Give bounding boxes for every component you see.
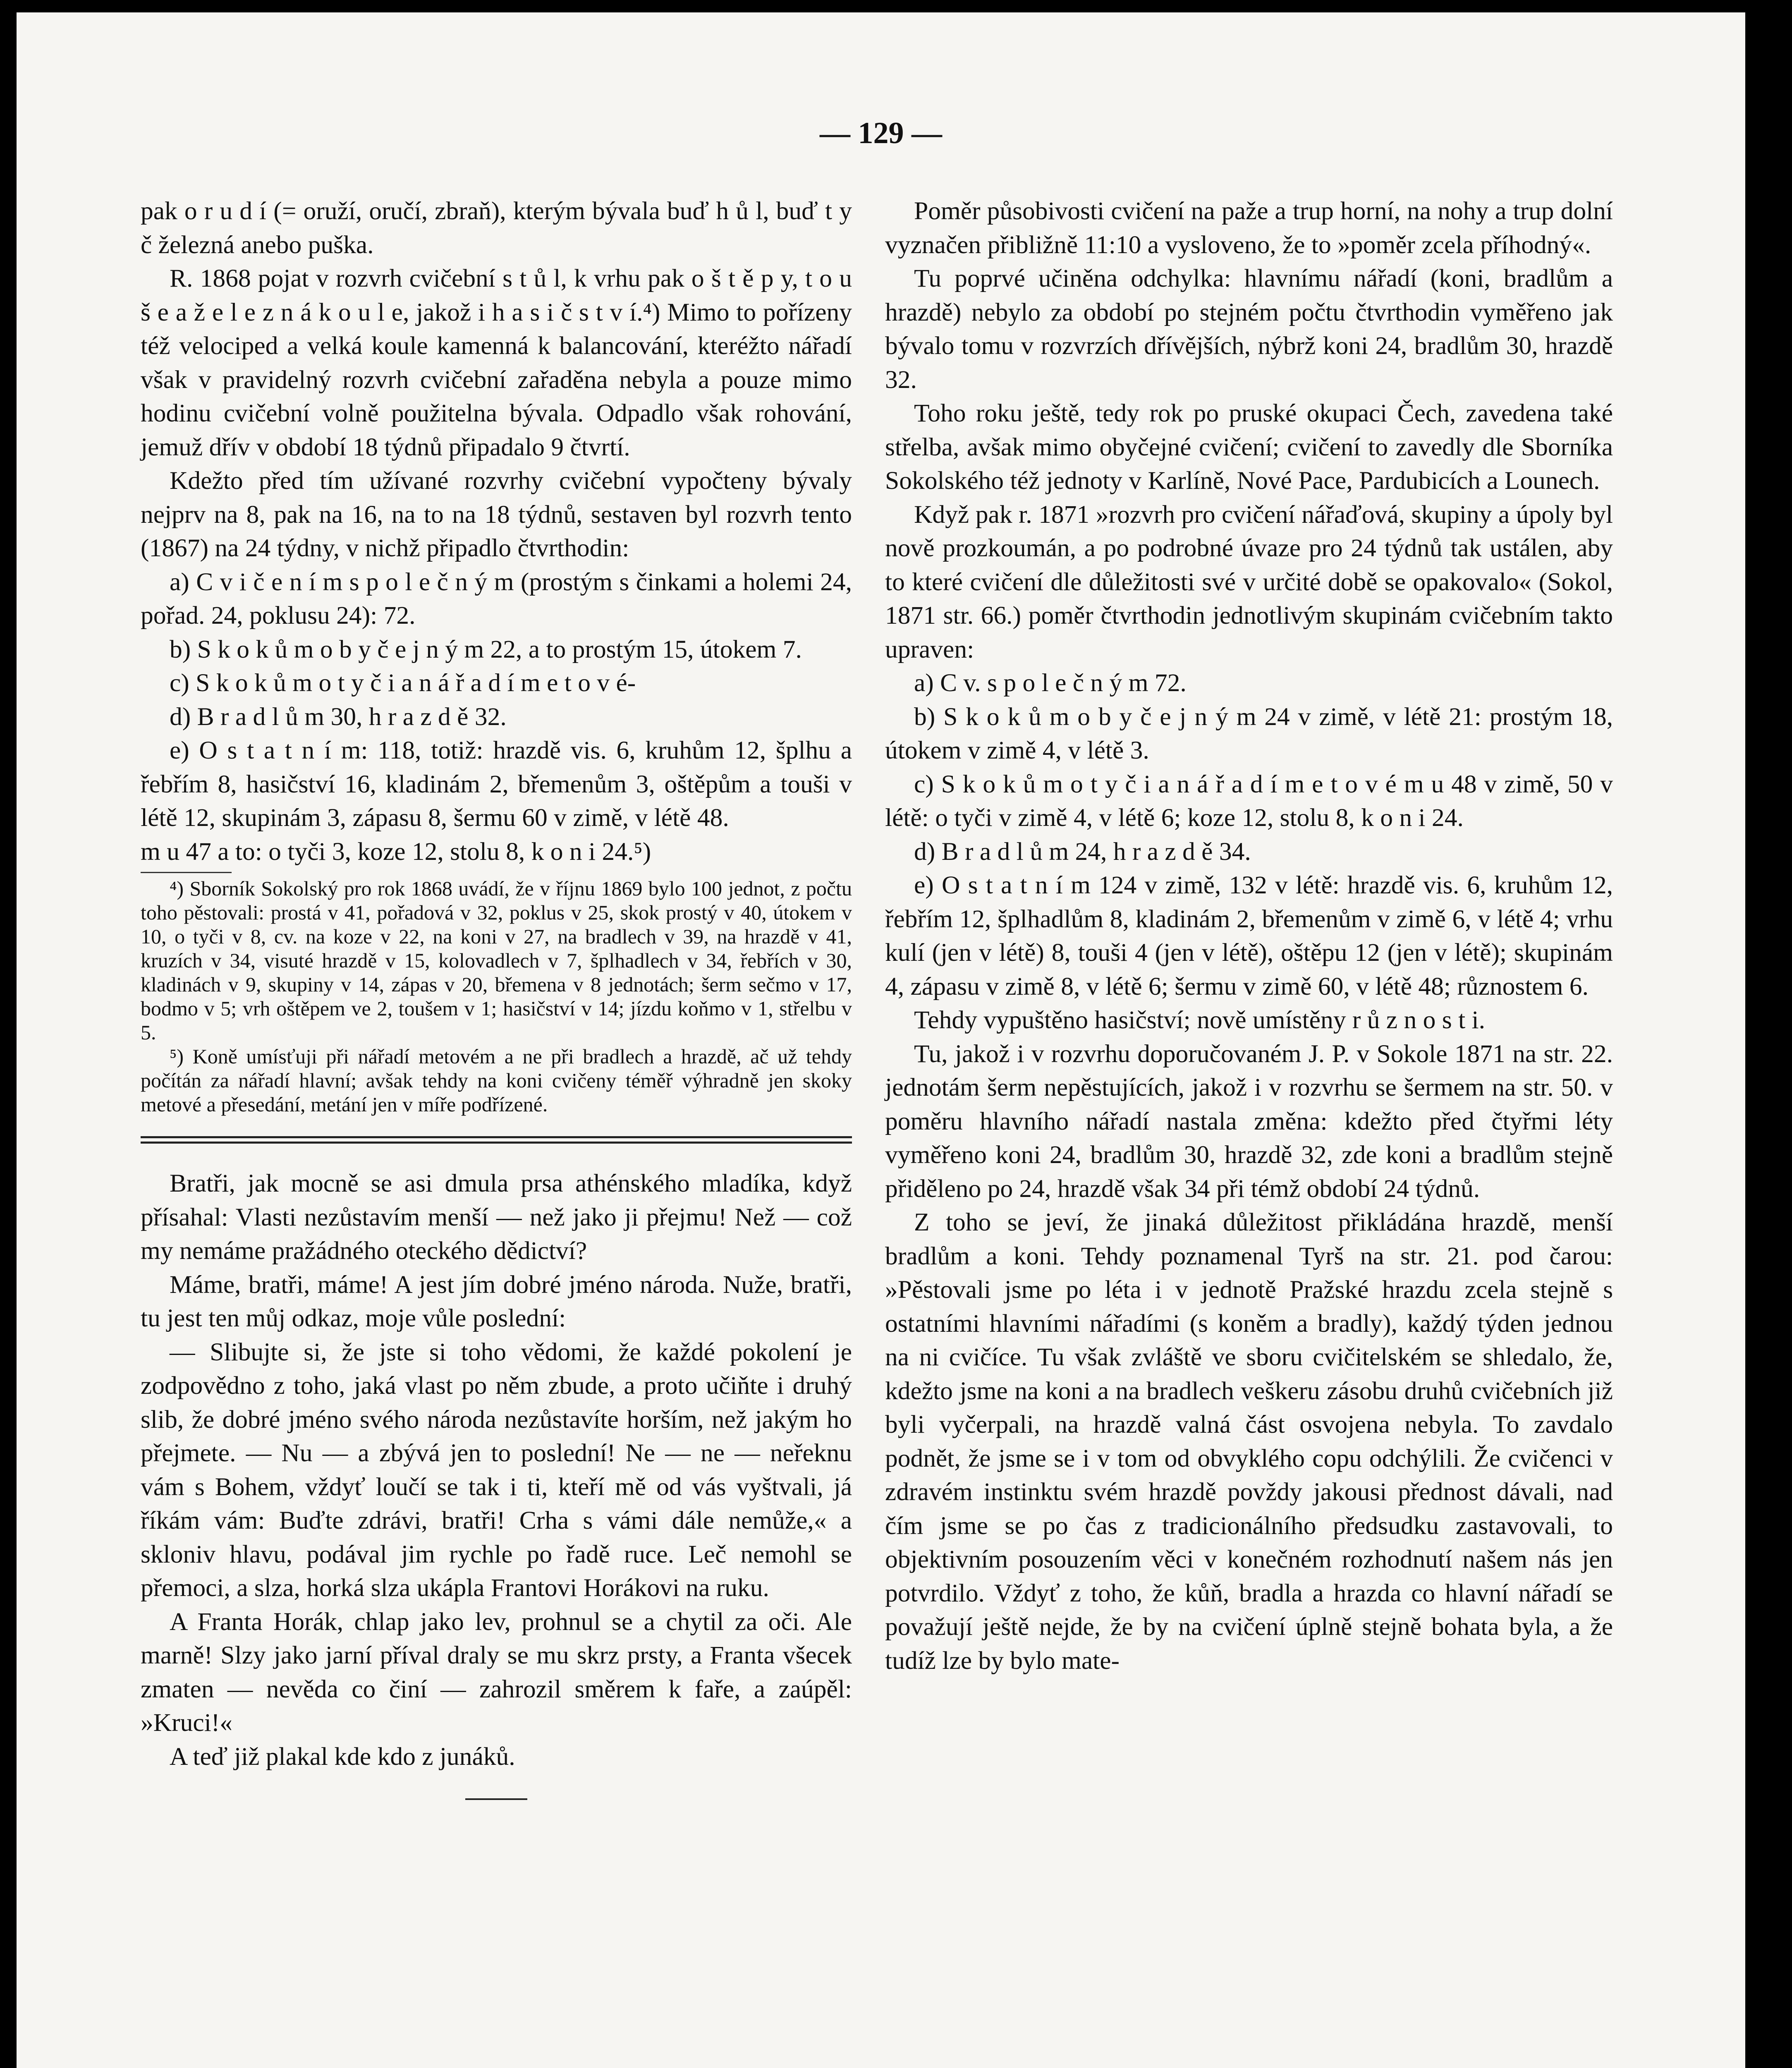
footnote: ⁵) Koně umísťuji při nářadí metovém a ne při bradlech a hrazdě, ač už tehdy počítán za nářadí hlavní; avšak tehdy na koni cvičeny téměř výhradně jen skoky metové a přesedání, metání jen v míře podřízené.: [141, 1045, 852, 1116]
story-paragraph: Máme, bratři, máme! A jest jím dobré jméno národa. Nuže, bratři, tu jest ten můj odkaz, moje vůle poslední:: [141, 1270, 852, 1332]
story-paragraph: Bratři, jak mocně se asi dmula prsa athénského mladíka, když přísahal: Vlasti nezůstavím menší — než jako ji přejmu! Než — což my nemáme pražádného oteckého dědictví?: [141, 1169, 852, 1265]
list-item: a) C v i č e n í m s p o l e č n ý m (prostým s činkami a holemi 24, pořad. 24, poklusu 24): 72.: [141, 567, 852, 629]
footnote-rule: [141, 872, 232, 873]
story-paragraph: A teď již plakal kde kdo z junáků.: [170, 1742, 515, 1771]
story-paragraph: — Slibujte si, že jste si toho vědomi, že každé pokolení je zodpovědno z toho, jaká vlast po něm zbude, a proto učiňte i druhý slib, že dobré jméno svého národa nezůstavíte horším, než jakým ho přejmete. — Nu — a zbývá jen to poslední! Ne — ne — neřeknu vám s Bohem, vždyť loučí se tak i ti, kteří mě od vás vyštvali, já říkám vám: Buďte zdrávi, bratři! Crha s vámi dále nemůže,« a skloniv hlavu, podával jim rychle po řadě ruce. Leč nemohl se přemoci, a slza, horká slza ukápla Frantovi Horákovi na ruku.: [141, 1338, 852, 1602]
page: [17, 12, 1745, 2068]
story-paragraph: A Franta Horák, chlap jako lev, prohnul se a chytil za oči. Ale marně! Slzy jako jarní příval draly se mu skrz prsty, a Franta všecek zmaten — nevěda co činí — zahrozil směrem k faře, a zaúpěl: »Kruci!«: [141, 1607, 852, 1737]
right-column: [885, 194, 1613, 1678]
paragraph: Tu poprvé učiněna odchylka: hlavnímu nářadí (koni, bradlům a hrazdě) nebylo za období po stejném počtu čtvrthodin vyměřeno jak bývalo tomu v rozvrzích dřívějších, nýbrž koni 24, bradlům 30, hrazdě 32.: [885, 264, 1613, 394]
left-column: [141, 194, 852, 1800]
paragraph: Z toho se jeví, že jinaká důležitost přikládána hrazdě, menší bradlům a koni. Tehdy poznamenal Tyrš na str. 21. pod čarou: »Pěstovali jsme po léta i v jednotě Pražské hrazdu zcela stejně s ostatními hlavními nářadími (s koněm a bradly), každý týden jednou na ni cvičíce. Tu však zvláště ve sboru cvičitelském se shledalo, že, kdežto jsme na koni a na bradlech veškeru zásobu druhů cvičebních již byli vyčerpali, na hrazdě valná část osvojena nebyla. To zavdalo podnět, že jsme se i v tom od obvyklého copu odchýlili. Že cvičenci v zdravém instinktu svém hrazdě povždy jakousi přednost dávali, nad čím jsme se po čas z tradicionálního předsudku zastavovali, to objektivním posouzením věci v konečném rozhodnutí našem nás jen potvrdilo. Vždyť z toho, že kůň, bradla a hrazda co hlavní nářadí se považují ještě nejde, že by na cvičení úplně stejně bohata byla, a že tudíž lze by bylo mate-: [885, 1208, 1613, 1675]
list-item: c) S k o k ů m o t y č i a n á ř a d í m e t o v é-: [170, 669, 636, 697]
list-item: m u 47 a to: o tyči 3, koze 12, stolu 8, k o n i 24.⁵): [141, 837, 651, 866]
section-divider: [141, 1136, 852, 1144]
footnotes: [141, 876, 852, 1116]
paragraph: Když pak r. 1871 »rozvrh pro cvičení nářaďová, skupiny a úpoly byl nově prozkoumán, a po podrobné úvaze pro 24 týdnů tak ustálen, aby to které cvičení dle důležitosti své v určité době se opakovalo« (Sokol, 1871 str. 66.) poměr čtvrthodin jednotlivým skupinám cvičebním takto upraven:: [885, 500, 1613, 663]
end-rule: [465, 1798, 527, 1800]
paragraph: Tu, jakož i v rozvrhu doporučovaném J. P. v Sokole 1871 na str. 22. jednotám šerm nepěstujících, jakož i v rozvrhu se šermem na str. 50. v poměru hlavního nářadí nastala změna: kdežto před čtyřmi léty vyměřeno koni 24, bradlům 30, hrazdě 32, zde koni a bradlům stejně přiděleno po 24, hrazdě však 34 při témž období 24 týdnů.: [885, 1039, 1613, 1203]
paragraph: Kdežto před tím užívané rozvrhy cvičební vypočteny bývaly nejprv na 8, pak na 16, na to na 18 týdnů, sestaven byl rozvrh tento (1867) na 24 týdny, v nichž připadlo čtvrthodin:: [141, 467, 852, 562]
page-number: — 129 —: [820, 116, 942, 150]
list-item: b) S k o k ů m o b y č e j n ý m 22, a to prostým 15, útokem 7.: [170, 635, 802, 663]
list-item: e) O s t a t n í m 124 v zimě, 132 v létě: hrazdě vis. 6, kruhům 12, řebřím 12, šplhadlům 8, kladinám 2, břemenům v zimě 6, v létě 4; vrhu kulí (jen v létě) 8, touši 4 (jen v létě), oštěpu 12 (jen v létě); skupinám 4, zápasu v zimě 8, v létě 6; šermu v zimě 60, v létě 48; různostem 6.: [885, 871, 1613, 1000]
list-item: a) C v. s p o l e č n ý m 72.: [914, 669, 1187, 697]
list-item: e) O s t a t n í m: 118, totiž: hrazdě vis. 6, kruhům 12, šplhu a řebřím 8, hasičství 16, kladinám 2, břemenům 3, oštěpům a touši v létě 12, skupinám 3, zápasu 8, šermu 60 v zimě, v létě 48.: [141, 736, 852, 832]
footnote: ⁴) Sborník Sokolský pro rok 1868 uvádí, že v říjnu 1869 bylo 100 jednot, z počtu toho pěstovali: prostá v 41, pořadová v 32, poklus v 25, skok prostý v 40, útokem v 10, o tyči v 8, cv. na koze v 22, na koni v 27, na bradlech v 39, na hrazdě v 41, kruzích v 34, visuté hrazdě v 15, kolovadlech v 7, šplhadlech v 34, řebřích v 30, kladinách v 9, skupiny v 14, zápas v 20, břemena v 8 jednotách; šerm sečmo v 17, bodmo v 5; vrh oštěpem ve 2, toušem v 1; hasičství v 14; jízdu koňmo v 1, střelbu v 5.: [141, 877, 852, 1044]
paragraph: pak o r u d í (= oruží, oručí, zbraň), kterým bývala buď h ů l, buď t y č železná anebo puška.: [141, 197, 852, 259]
paragraph: Toho roku ještě, tedy rok po pruské okupaci Čech, zavedena také střelba, avšak mimo obyčejné cvičení; cvičení to zavedly dle Sborníka Sokolského též jednoty v Karlíně, Nové Pace, Pardubicích a Lounech.: [885, 399, 1613, 495]
list-item: d) B r a d l ů m 24, h r a z d ě 34.: [914, 837, 1251, 866]
list-item: d) B r a d l ů m 30, h r a z d ě 32.: [170, 702, 507, 731]
paragraph: Poměr působivosti cvičení na paže a trup horní, na nohy a trup dolní vyznačen přibližně 11:10 a vysloveno, že to »poměr zcela příhodný«.: [885, 197, 1613, 259]
paragraph: R. 1868 pojat v rozvrh cvičební s t ů l, k vrhu pak o š t ě p y, t o u š e a ž e l e z n á k o u l e, jakož i h a s i č s t v í.⁴) Mimo to pořízeny též velociped a velká koule kamenná k balancování, kteréžto nářadí však v pravidelný rozvrh cvičební zařaděna nebyla a pouze mimo hodinu cvičební volně použitelna bývala. Odpadlo však rohování, jemuž dřív v období 18 týdnů připadalo 9 čtvrtí.: [141, 264, 852, 461]
paragraph: Tehdy vypuštěno hasičství; nově umístěny r ů z n o s t i.: [914, 1006, 1485, 1034]
list-item: c) S k o k ů m o t y č i a n á ř a d í m e t o v é m u 48 v zimě, 50 v létě: o tyči v zimě 4, v létě 6; koze 12, stolu 8, k o n i 24.: [885, 770, 1613, 832]
story: [141, 1167, 852, 1774]
list-item: b) S k o k ů m o b y č e j n ý m 24 v zimě, v létě 21: prostým 18, útokem v zimě 4, v létě 3.: [885, 702, 1613, 764]
